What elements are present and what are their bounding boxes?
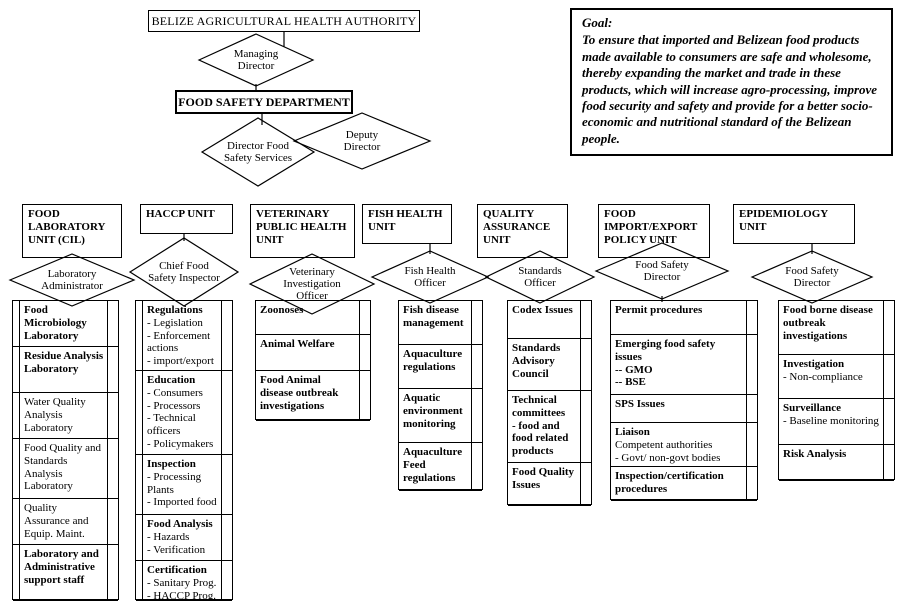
org-item <box>256 371 370 421</box>
authority-title-box <box>148 10 420 32</box>
org-item <box>136 371 232 455</box>
org-item <box>508 463 591 506</box>
column-strip-right <box>221 301 222 599</box>
authority-title: BELIZE AGRICULTURAL HEALTH AUTHORITY <box>151 13 417 28</box>
org-item <box>136 561 232 601</box>
column-strip-right <box>883 301 884 479</box>
org-item-head: Education <box>147 374 196 386</box>
column-strip-left <box>19 301 20 599</box>
org-item <box>136 515 232 561</box>
org-item-line: - Processors <box>147 399 201 412</box>
column-strip-right <box>471 301 472 489</box>
column-strip-right <box>359 301 360 419</box>
officer-label-4: Fish Health Officer <box>404 264 456 289</box>
org-item-head: Permit procedures <box>615 304 703 316</box>
deputy-director-label: Deputy Director <box>343 128 381 153</box>
org-item <box>508 301 591 339</box>
org-item-line: - Govt/ non-govt bodies <box>615 451 721 464</box>
org-item <box>611 335 757 395</box>
org-item-head: Food borne disease outbreak investigations <box>783 304 873 342</box>
goal-title: Goal: <box>582 15 613 30</box>
org-item <box>13 545 118 601</box>
org-item-head: Animal Welfare <box>260 338 335 350</box>
org-item <box>611 301 757 335</box>
org-item-head: Food Analysis <box>147 518 213 530</box>
org-item-head: Surveillance <box>783 402 842 414</box>
org-item-line: - import/export <box>147 355 214 367</box>
officer-label-5: Standards Officer <box>518 264 562 289</box>
org-item-head: Aquatic environment monitoring <box>403 392 463 430</box>
org-item-line: - Baseline monitoring <box>783 414 879 427</box>
org-item-head: Liaison <box>615 426 650 438</box>
unit-column-5 <box>507 300 592 505</box>
officer-label-6: Food Safety Director <box>635 258 689 283</box>
org-item <box>256 335 370 371</box>
org-item-head: Residue Analysis Laboratory <box>24 350 104 375</box>
column-strip-right <box>580 301 581 504</box>
org-item <box>779 301 894 355</box>
org-item-head: Standards Advisory Council <box>512 342 561 380</box>
org-item-line: - Sanitary Prog. <box>147 576 217 589</box>
officer-label-2: Chief Food Safety Inspector <box>148 259 220 284</box>
unit-column-2 <box>135 300 233 600</box>
org-item <box>13 347 118 393</box>
org-item-head: Water Quality Analysis Laboratory <box>24 396 86 434</box>
org-item-line: - Consumers <box>147 386 203 399</box>
org-item <box>399 345 482 389</box>
unit-column-3 <box>255 300 371 420</box>
org-item-line: - food and food related products <box>512 419 569 457</box>
org-item-head: Certification <box>147 564 207 576</box>
managing-director-label: Managing Director <box>233 47 279 72</box>
unit-box-2: HACCP UNIT <box>140 204 233 234</box>
unit-column-1 <box>12 300 119 600</box>
org-item-head: Zoonoses <box>260 304 304 316</box>
org-item-line: - Technical officers <box>147 412 196 437</box>
org-item-line: - Enforcement actions <box>147 329 211 355</box>
unit-column-6 <box>610 300 758 500</box>
org-item <box>779 399 894 445</box>
org-item-head: Investigation <box>783 358 845 370</box>
officer-label-1: Laboratory Administrator <box>41 267 103 292</box>
unit-box-1: FOOD LABORATORY UNIT (CIL) <box>22 204 122 258</box>
unit-box-4: FISH HEALTH UNIT <box>362 204 452 244</box>
unit-box-5: QUALITY ASSURANCE UNIT <box>477 204 568 258</box>
org-item-head: Inspection <box>147 458 196 470</box>
org-item <box>13 301 118 347</box>
org-item-line: - Verification <box>147 543 206 556</box>
org-item <box>508 391 591 463</box>
unit-box-3: VETERINARY PUBLIC HEALTH UNIT <box>250 204 355 258</box>
org-item <box>13 439 118 499</box>
org-item-head: Laboratory and Administrative support staff <box>24 548 99 586</box>
unit-box-6: FOOD IMPORT/EXPORT POLICY UNIT <box>598 204 710 258</box>
org-item-line: - Non-compliance <box>783 370 863 383</box>
org-item <box>779 445 894 481</box>
org-item-head: SPS Issues <box>615 398 665 410</box>
org-item <box>136 301 232 371</box>
goal-text: To ensure that imported and Belizean food products made available to consumers are safe and wholesome, thereby expanding the market and trade in these products, which will increase agro-processing, improve food security and safety and provide for a better socio-economic and nutritional standard of the Belizean people. <box>582 32 878 146</box>
org-item <box>399 389 482 443</box>
goal-box <box>570 8 893 156</box>
org-item-head: Fish disease management <box>403 304 464 329</box>
column-strip-left <box>142 301 143 599</box>
org-item-line: - Hazards <box>147 530 190 543</box>
org-item <box>136 455 232 515</box>
org-item-head: Emerging food safety issues <box>615 338 716 363</box>
org-item-head: Codex Issues <box>512 304 573 316</box>
org-item-head: Aquaculture regulations <box>403 348 463 373</box>
unit-box-7: EPIDEMIOLOGY UNIT <box>733 204 855 244</box>
org-item-head: Regulations <box>147 304 203 316</box>
org-item-line: - Imported food <box>147 496 217 509</box>
org-item-line: - Legislation <box>147 316 203 329</box>
org-item-line: - Policymakers <box>147 437 214 450</box>
director-food-safety-label: Director Food Safety Services <box>223 139 293 164</box>
org-item-line: -- GMO <box>615 363 653 376</box>
org-item-head: Quality Assurance and Equip. Maint. <box>24 502 89 540</box>
department-title-box <box>175 90 353 114</box>
org-item-line: Competent authorities <box>615 438 713 451</box>
org-item <box>13 499 118 545</box>
org-item <box>611 395 757 423</box>
unit-column-4 <box>398 300 483 490</box>
column-strip-right <box>107 301 108 599</box>
org-item <box>13 393 118 439</box>
org-item-line: - Processing Plants <box>147 470 202 496</box>
org-item-head: Aquaculture Feed regulations <box>403 446 463 484</box>
org-item <box>611 467 757 501</box>
org-item <box>779 355 894 399</box>
org-item-head: Food Quality and Standards Analysis Laboratory <box>24 442 101 493</box>
org-item-head: Inspection/certification procedures <box>615 470 724 495</box>
org-item-line: - HACCP Prog. <box>147 589 216 601</box>
org-item-head: Risk Analysis <box>783 448 847 460</box>
org-item-head: Food Microbiology Laboratory <box>24 304 87 342</box>
officer-label-7: Food Safety Director <box>785 264 839 289</box>
org-item <box>611 423 757 467</box>
org-item <box>399 443 482 491</box>
org-item-head: Technical committees <box>512 394 566 419</box>
org-item <box>399 301 482 345</box>
org-item-head: Food Animal disease outbreak investigations <box>260 374 339 412</box>
column-strip-right <box>746 301 747 499</box>
org-item-head: Food Quality Issues <box>512 466 575 491</box>
officer-label-3: Veterinary Investigation Officer <box>283 265 341 303</box>
unit-column-7 <box>778 300 895 480</box>
org-item <box>508 339 591 391</box>
department-title: FOOD SAFETY DEPARTMENT <box>178 94 350 109</box>
org-item-line: -- BSE <box>615 376 646 389</box>
